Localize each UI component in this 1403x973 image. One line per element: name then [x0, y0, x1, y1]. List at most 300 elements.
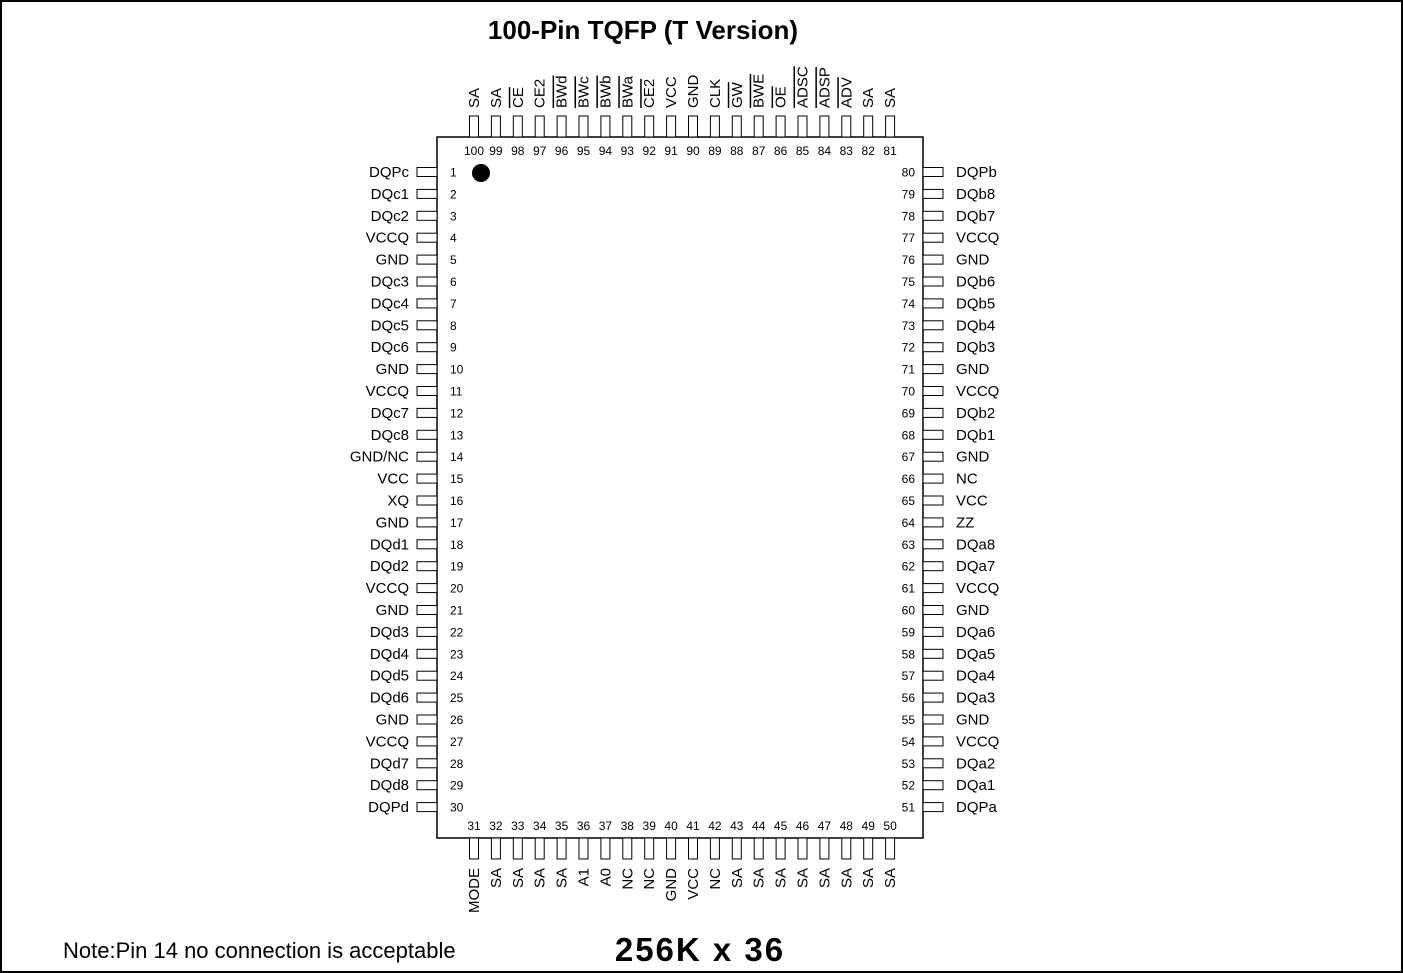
- pin: [902, 361, 990, 378]
- pin-number: 15: [450, 472, 464, 487]
- pin-number: 60: [901, 603, 915, 618]
- pin: [371, 427, 464, 444]
- pin-name: VCCQ: [365, 383, 409, 400]
- pin-name: GND: [956, 602, 990, 619]
- pin-name: DQPa: [956, 799, 997, 817]
- pin-number: 95: [576, 144, 591, 158]
- pin-lead: [579, 116, 588, 137]
- pin-name: BWb: [597, 75, 615, 108]
- pin: [902, 471, 978, 488]
- pin-lead: [513, 838, 522, 859]
- pin-name: DQc4: [370, 295, 409, 313]
- pin-lead: [601, 116, 610, 137]
- pin-name: DQa7: [956, 558, 996, 576]
- pin-number: 44: [752, 819, 766, 833]
- pin: [554, 75, 571, 158]
- pin-lead: [923, 321, 943, 330]
- pin-number: 65: [901, 494, 915, 508]
- pin-number: 75: [901, 275, 915, 289]
- pin-lead: [689, 838, 698, 859]
- pin-number: 38: [620, 819, 634, 833]
- pin-number: 72: [901, 340, 915, 355]
- pin-number: 54: [901, 734, 915, 749]
- pin: [773, 819, 790, 888]
- pin-number: 63: [901, 537, 915, 552]
- pin-name: GND: [956, 251, 990, 269]
- pin-number: 14: [450, 450, 464, 465]
- pin-lead: [417, 584, 437, 593]
- pin-number: 19: [450, 559, 464, 574]
- pin-number: 53: [901, 756, 915, 771]
- pin-name: NC: [706, 868, 724, 890]
- pin-number: 93: [620, 144, 634, 158]
- pin-lead: [842, 116, 851, 137]
- note-text: Note:Pin 14 no connection is acceptable: [63, 938, 456, 963]
- pin: [882, 819, 899, 888]
- pin-name: VCCQ: [956, 733, 1000, 751]
- pin-number: 96: [554, 144, 569, 158]
- pin-lead: [923, 408, 943, 417]
- pin: [376, 514, 464, 531]
- pin-name: DQb6: [956, 273, 996, 291]
- pin-lead: [923, 737, 943, 746]
- pin-number: 81: [883, 144, 897, 158]
- pin-number: 10: [450, 362, 464, 377]
- pin: [488, 819, 505, 888]
- pin-number: 92: [642, 144, 656, 158]
- pin-lead: [923, 715, 943, 724]
- pin: [387, 493, 463, 510]
- pin-name: SA: [531, 868, 549, 889]
- pin-lead: [923, 496, 943, 505]
- pin: [597, 75, 614, 158]
- pin-name: DQd5: [369, 667, 409, 685]
- pin-number: 47: [817, 819, 832, 833]
- pin-lead: [689, 116, 698, 137]
- pin-name: NC: [641, 868, 659, 890]
- pin-name: GND: [375, 602, 409, 619]
- pin-lead: [923, 562, 943, 571]
- pin-name: DQb1: [956, 426, 996, 444]
- pin-lead: [886, 116, 895, 137]
- pin: [510, 87, 527, 158]
- pin-lead: [470, 838, 479, 859]
- pin-number: 88: [730, 144, 744, 158]
- pin: [902, 514, 975, 531]
- pin: [370, 624, 464, 641]
- pin-lead: [417, 496, 437, 505]
- pin-number: 18: [450, 537, 464, 552]
- pin-number: 84: [817, 144, 832, 158]
- pin-name: VCCQ: [365, 229, 409, 247]
- pin-lead: [864, 838, 873, 859]
- pin-name: DQc8: [370, 426, 409, 444]
- pin-number: 83: [839, 144, 853, 158]
- pin-name: DQc2: [370, 207, 409, 225]
- pin-lead: [601, 838, 610, 859]
- pin-number: 13: [450, 428, 464, 443]
- pin-name: A0: [597, 868, 615, 887]
- pin-name: ADSP: [816, 67, 834, 108]
- pin-number: 91: [664, 144, 678, 158]
- diagram-title: 100-Pin TQFP (T Version): [487, 15, 799, 45]
- pin-lead: [923, 759, 943, 768]
- pin-name: SA: [728, 868, 746, 889]
- pin-number: 32: [489, 819, 503, 833]
- pin-name: VCCQ: [956, 229, 1000, 247]
- pin-number: 64: [901, 515, 915, 530]
- pin-lead: [535, 838, 544, 859]
- pin-lead: [710, 838, 719, 859]
- pin: [368, 799, 464, 816]
- pin-number: 46: [795, 819, 810, 833]
- pin-number: 37: [598, 819, 613, 833]
- pin-number: 21: [450, 603, 464, 618]
- pin-lead: [417, 452, 437, 461]
- pin-lead: [417, 430, 437, 439]
- pin-name: GND: [375, 514, 409, 532]
- pin-number: 69: [901, 406, 915, 421]
- pin1-marker-dot: [472, 164, 490, 182]
- pin-name: DQa3: [956, 689, 996, 707]
- pin-lead: [820, 838, 829, 859]
- pin-name: SA: [487, 868, 505, 889]
- pin-name: CLK: [706, 78, 724, 108]
- pin: [371, 405, 464, 422]
- pin-name: SA: [466, 87, 483, 108]
- pin-number: 55: [901, 713, 915, 727]
- pin: [576, 819, 593, 886]
- pin-lead: [923, 211, 943, 220]
- pin-lead: [417, 321, 437, 330]
- pin-name: DQd8: [369, 777, 409, 795]
- pin-name: VCC: [663, 76, 681, 108]
- pin-name: VCCQ: [365, 733, 409, 751]
- pin: [902, 712, 990, 729]
- pin-lead: [732, 838, 741, 859]
- pin: [619, 75, 636, 158]
- pin-name: MODE: [466, 868, 483, 913]
- pin-name: SA: [509, 868, 527, 889]
- pin-lead: [923, 693, 943, 702]
- pin-number: 86: [773, 144, 788, 158]
- pin: [370, 646, 464, 663]
- pin-name: DQc3: [370, 273, 409, 291]
- pin-name: SA: [750, 868, 768, 889]
- pin-lead: [923, 803, 943, 812]
- pin-name: GND: [685, 74, 702, 108]
- pin-name: SA: [882, 87, 900, 108]
- pin-lead: [417, 562, 437, 571]
- pin: [795, 819, 812, 888]
- pin-number: 71: [901, 362, 915, 377]
- pin-lead: [417, 781, 437, 790]
- pin-lead: [557, 838, 566, 859]
- pin-name: SA: [794, 868, 812, 889]
- pin: [838, 77, 855, 158]
- pin-lead: [923, 627, 943, 636]
- pin-lead: [886, 838, 895, 859]
- pin-number: 90: [686, 144, 700, 158]
- pin-number: 87: [752, 144, 766, 158]
- pin-lead: [417, 649, 437, 658]
- pin-lead: [923, 671, 943, 680]
- pin-lead: [710, 116, 719, 137]
- pin-lead: [864, 116, 873, 137]
- pin: [532, 819, 549, 888]
- pin-name: DQa8: [956, 536, 996, 554]
- pin-name: DQd7: [369, 755, 409, 773]
- pin-lead: [535, 116, 544, 137]
- pin-lead: [417, 168, 437, 177]
- pin-number: 36: [576, 819, 591, 833]
- pin: [597, 819, 614, 886]
- pin: [685, 75, 702, 159]
- pin-name: NC: [956, 470, 978, 488]
- pin-number: 20: [450, 581, 464, 596]
- pin-name: GND: [956, 711, 990, 729]
- pin-lead: [417, 233, 437, 242]
- pin: [464, 88, 484, 158]
- pin-number: 33: [511, 819, 525, 833]
- pin: [370, 690, 464, 707]
- pin-number: 22: [450, 625, 464, 640]
- pin-lead: [417, 387, 437, 396]
- pin-name: VCCQ: [956, 580, 1000, 598]
- pin-number: 1: [450, 165, 457, 180]
- pin-name: SA: [860, 868, 878, 889]
- pin-name: GND: [956, 448, 990, 466]
- pin-name: DQa2: [956, 755, 996, 773]
- pin-lead: [923, 189, 943, 198]
- pin-lead: [417, 737, 437, 746]
- pin-lead: [491, 116, 500, 137]
- pin-name: VCCQ: [956, 383, 1000, 400]
- pin: [510, 819, 527, 888]
- pin: [663, 76, 680, 158]
- pin-lead: [417, 759, 437, 768]
- pin-number: 79: [901, 187, 915, 202]
- pin-name: GND: [663, 868, 681, 902]
- pin-number: 7: [450, 296, 457, 311]
- pin: [860, 88, 877, 158]
- pin-lead: [923, 781, 943, 790]
- pin-number: 48: [839, 819, 853, 833]
- pin-number: 45: [773, 819, 788, 833]
- pin: [773, 86, 790, 158]
- pin-name: OE: [772, 86, 790, 108]
- pin: [751, 819, 768, 888]
- pin-number: 57: [901, 669, 915, 684]
- pin-name: DQa1: [956, 777, 996, 795]
- pin-lead: [417, 211, 437, 220]
- pin: [816, 67, 833, 158]
- pin: [860, 819, 877, 888]
- pin-name: SA: [816, 868, 834, 889]
- pin-number: 28: [450, 756, 464, 771]
- pin: [902, 252, 990, 269]
- pin-number: 89: [708, 144, 722, 158]
- pin-name: DQa6: [956, 623, 996, 641]
- pin-lead: [923, 430, 943, 439]
- pin-number: 12: [450, 406, 464, 421]
- pin-number: 26: [450, 713, 464, 727]
- pin-lead: [417, 343, 437, 352]
- pin-name: GND: [375, 711, 409, 729]
- pin-lead: [417, 408, 437, 417]
- pin: [376, 361, 464, 378]
- pin-name: GND: [375, 251, 409, 269]
- pin: [554, 819, 571, 888]
- pin-lead: [417, 540, 437, 549]
- pin-number: 56: [901, 691, 915, 706]
- pin: [902, 493, 988, 510]
- pin: [663, 819, 680, 901]
- pin-number: 61: [901, 581, 915, 596]
- pin-number: 77: [901, 231, 915, 246]
- pin-lead: [417, 474, 437, 483]
- pin: [902, 602, 990, 619]
- pin-number: 3: [450, 209, 457, 224]
- pin-name: DQb5: [956, 295, 996, 313]
- pin-name: XQ: [387, 492, 409, 510]
- pin-number: 27: [450, 734, 464, 749]
- pin-lead: [923, 474, 943, 483]
- pin-name: DQd6: [369, 689, 409, 707]
- pin-number: 62: [901, 559, 915, 574]
- pin-name: DQa4: [956, 667, 996, 685]
- pin-lead: [923, 452, 943, 461]
- pin-number: 98: [511, 144, 525, 158]
- pin-name: CE2: [531, 78, 549, 108]
- pin-lead: [513, 116, 522, 137]
- pin-number: 58: [901, 647, 915, 662]
- pin: [729, 81, 746, 158]
- pin-name: DQb8: [956, 185, 996, 203]
- pin-number: 59: [901, 625, 915, 640]
- pin-number: 23: [450, 647, 464, 662]
- pin-number: 78: [901, 209, 915, 224]
- pin-name: DQd3: [369, 623, 409, 641]
- pin-number: 82: [861, 144, 875, 158]
- pin-lead: [417, 365, 437, 374]
- pin-number: 17: [450, 515, 464, 530]
- pin-lead: [645, 838, 654, 859]
- pin: [377, 471, 463, 488]
- pin-number: 39: [642, 819, 656, 833]
- pin-number: 42: [708, 819, 722, 833]
- configuration-label: 256K x 36: [614, 931, 786, 968]
- pin-number: 66: [901, 472, 915, 487]
- pin-number: 94: [598, 144, 613, 158]
- pin-name: GW: [728, 82, 746, 108]
- pin-lead: [923, 233, 943, 242]
- pin-lead: [923, 540, 943, 549]
- pin-lead: [417, 606, 437, 615]
- pin: [838, 819, 855, 888]
- pin-lead: [923, 518, 943, 527]
- pin-lead: [923, 343, 943, 352]
- pin-number: 74: [901, 296, 915, 311]
- pin-lead: [776, 116, 785, 137]
- pin-lead: [491, 838, 500, 859]
- pin-number: 100: [463, 144, 485, 158]
- pin-name: BWc: [575, 76, 593, 108]
- pin-lead: [417, 803, 437, 812]
- pin-lead: [667, 838, 676, 859]
- pin-name: CE2: [641, 78, 659, 108]
- pin-name: SA: [882, 868, 900, 889]
- pin-number: 31: [467, 819, 481, 833]
- pin-number: 11: [450, 384, 463, 399]
- pin: [707, 819, 724, 890]
- pin-number: 68: [901, 428, 915, 443]
- pin-lead: [923, 649, 943, 658]
- pin-number: 2: [450, 187, 457, 202]
- pin-name: CE: [509, 87, 527, 108]
- pin-name: DQPd: [368, 799, 409, 817]
- pin-name: VCC: [685, 868, 702, 900]
- pin-number: 16: [450, 494, 464, 508]
- pin-number: 99: [489, 144, 503, 158]
- pin-number: 85: [795, 144, 810, 158]
- pin-name: DQd1: [369, 536, 409, 554]
- pin-number: 97: [533, 144, 547, 158]
- pin-name: VCC: [377, 470, 409, 488]
- pin-number: 80: [901, 165, 915, 180]
- pin-name: DQb3: [956, 339, 996, 357]
- pin-number: 41: [686, 819, 700, 833]
- pin-name: DQb4: [956, 317, 996, 335]
- pin-number: 29: [450, 778, 464, 793]
- pin-lead: [579, 838, 588, 859]
- pin-lead: [417, 671, 437, 680]
- pin-lead: [923, 255, 943, 264]
- pin-number: 40: [664, 819, 678, 833]
- pin-lead: [732, 116, 741, 137]
- pin-name: GND/NC: [349, 448, 409, 466]
- pin-lead: [820, 116, 829, 137]
- pin-number: 52: [901, 778, 915, 793]
- pin-name: DQc5: [370, 317, 409, 335]
- pin: [685, 819, 702, 900]
- pin-name: GND: [375, 361, 409, 379]
- pin-lead: [798, 838, 807, 859]
- pin-name: SA: [553, 868, 571, 889]
- pin: [902, 449, 990, 466]
- pin: [729, 819, 746, 888]
- pin-number: 25: [450, 691, 464, 706]
- pin-lead: [923, 387, 943, 396]
- pin: [532, 79, 549, 158]
- pin-name: BWa: [619, 76, 637, 108]
- pin-lead: [842, 838, 851, 859]
- pin-number: 30: [450, 800, 464, 815]
- pin-lead: [623, 838, 632, 859]
- pin-name: DQb2: [956, 404, 996, 422]
- pin-number: 24: [450, 669, 464, 684]
- pin: [370, 536, 464, 553]
- pin-name: DQc7: [370, 404, 409, 422]
- pin: [641, 79, 658, 158]
- pin-name: GND: [956, 361, 990, 379]
- pin-lead: [923, 168, 943, 177]
- pin-name: SA: [487, 87, 505, 108]
- pin-name: DQc6: [370, 339, 409, 357]
- pin-name: DQPc: [368, 164, 409, 181]
- pin-name: BWE: [750, 73, 768, 108]
- pin-number: 35: [554, 819, 569, 833]
